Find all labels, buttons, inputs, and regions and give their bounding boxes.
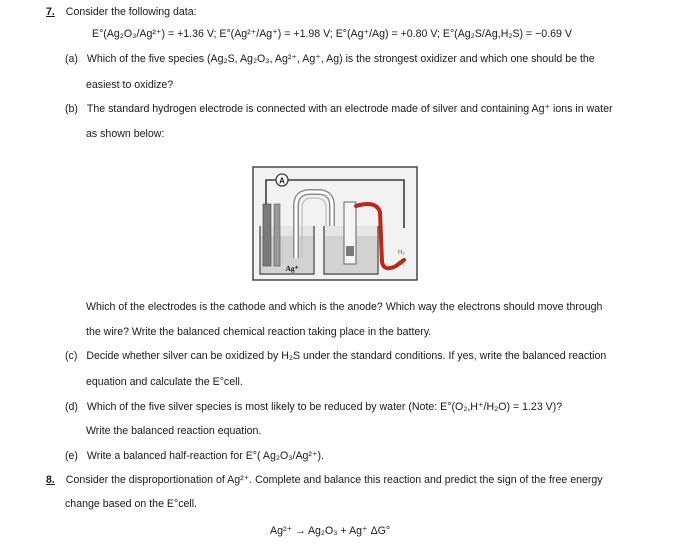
part-d-text-2: Write the balanced reaction equation.	[86, 425, 262, 437]
q7-intro: Consider the following data:	[65, 6, 197, 18]
part-c-label: (c)	[65, 350, 78, 362]
part-d-text-1: Which of the five silver species is most likely to be reduced by water (Note: E°(O₂,H⁺/H₂O) = 1.23 V)?	[86, 401, 563, 413]
h2-label-bottom: H₂	[398, 261, 405, 267]
part-a-label: (a)	[65, 53, 78, 65]
q8-number: 8.	[46, 474, 55, 486]
silver-electrode	[263, 204, 271, 266]
part-b-question-2: the wire? Write the balanced chemical reaction taking place in the battery.	[86, 326, 432, 338]
q8-reaction: Ag²⁺ → Ag₂O₃ + Ag⁺ ΔG°	[270, 525, 391, 537]
q7-part-d	[65, 401, 562, 413]
ammeter-label: A	[279, 176, 285, 186]
q7-potentials: E°(Ag₂O₃/Ag²⁺) = +1.36 V; E°(Ag²⁺/Ag⁺) = +1.98 V; E°(Ag⁺/Ag) = +0.80 V; E°(Ag₂S/Ag,H₂S) = −0.69 V	[92, 28, 572, 40]
part-b-question-1: Which of the electrodes is the cathode and which is the anode? Which way the electrons should move through	[86, 301, 603, 313]
q8-text-1: Consider the disproportionation of Ag²⁺. Complete and balance this reaction and predict the sign of the free energy	[65, 474, 603, 486]
electrochemical-cell-figure	[252, 166, 418, 281]
q7-part-c	[65, 350, 606, 362]
part-a-text-2: easiest to oxidize?	[86, 79, 174, 91]
q7-part-a	[65, 53, 595, 65]
silver-ion-label: Ag⁺	[285, 264, 299, 273]
part-b-label: (b)	[65, 103, 78, 115]
part-e-label: (e)	[65, 450, 78, 462]
q8-text-2: change based on the E°cell.	[65, 498, 198, 510]
part-c-text-2: equation and calculate the E°cell.	[86, 376, 243, 388]
q7-part-e	[65, 450, 324, 462]
h2-label-top: H₂	[398, 250, 405, 256]
part-e-text-1: Write a balanced half-reaction for E°( Ag₂O₃/Ag²⁺).	[86, 450, 325, 462]
silver-electrode-2	[274, 204, 280, 266]
q7-heading	[46, 6, 197, 18]
platinum-plate	[346, 246, 354, 256]
part-d-label: (d)	[65, 401, 78, 413]
part-a-text-1: Which of the five species (Ag₂S, Ag₂O₃, Ag²⁺, Ag⁺, Ag) is the strongest oxidizer and which one should be the	[86, 53, 595, 65]
part-b-text-1: The standard hydrogen electrode is connected with an electrode made of silver and containing Ag⁺ ions in water	[86, 103, 613, 115]
q8-heading	[46, 474, 603, 486]
q7-number: 7.	[46, 6, 55, 18]
part-b-text-2: as shown below:	[86, 128, 165, 140]
part-c-text-1: Decide whether silver can be oxidized by H₂S under the standard conditions. If yes, write the balanced reaction	[86, 350, 607, 362]
q7-part-b	[65, 103, 613, 115]
